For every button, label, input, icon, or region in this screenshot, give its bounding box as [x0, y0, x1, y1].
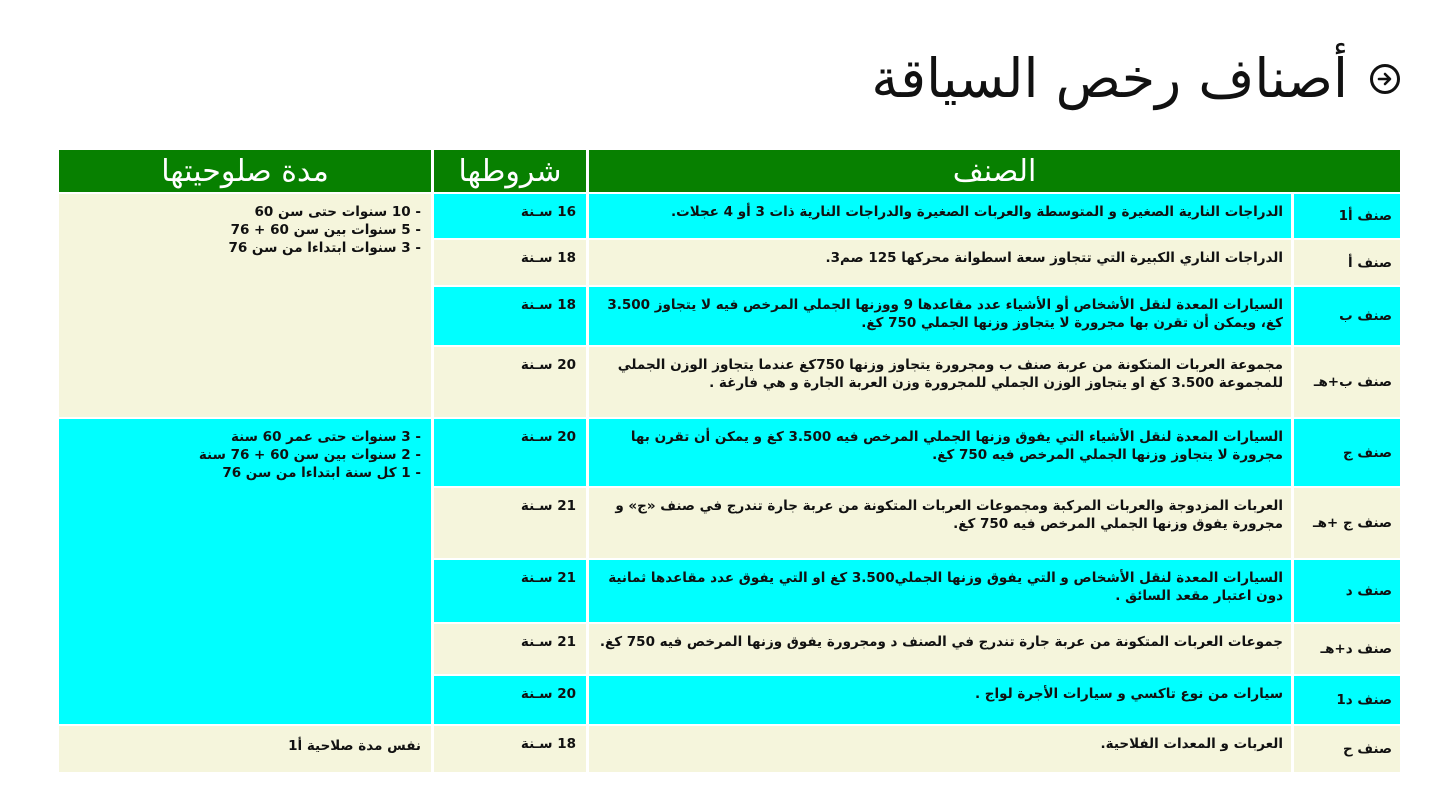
validity-line: نفس مدة صلاحية أ1 — [288, 738, 421, 754]
header-conditions: شروطها — [434, 150, 586, 192]
category-code: صنف د — [1294, 560, 1400, 622]
table-row — [59, 726, 1400, 772]
category-description: جموعات العربات المتكونة من عربة جارة تندرج في الصنف د ومجرورة يفوق وزنها المرخص فيه 750 كغ. — [589, 624, 1291, 674]
age-condition: 21 سـنة — [434, 560, 586, 622]
category-code: صنف ب — [1294, 287, 1400, 345]
license-categories-table — [56, 148, 1403, 774]
arrow-circle-icon — [1370, 64, 1400, 94]
validity-group-2 — [59, 419, 431, 724]
age-condition: 18 سـنة — [434, 287, 586, 345]
age-condition: 18 سـنة — [434, 240, 586, 285]
age-condition: 16 سـنة — [434, 194, 586, 238]
table-row — [59, 419, 1400, 486]
header-validity: مدة صلوحيتها — [59, 150, 431, 192]
category-description: الدراجات الناري الكبيرة التي تتجاوز سعة اسطوانة محركها 125 صم3. — [589, 240, 1291, 285]
category-description: العربات المزدوجة والعربات المركبة ومجموعات العربات المتكونة من عربة جارة تندرج في صنف «ج» و مجرورة يفوق وزنها الجملي المرخص فيه 750 كغ. — [589, 488, 1291, 558]
age-condition: 20 سـنة — [434, 676, 586, 724]
category-description: مجموعة العربات المتكونة من عربة صنف ب ومجرورة يتجاوز وزنها 750كغ عندما يتجاوز الوزن الجملي للمجموعة 3.500 كغ او يتجاوز الوزن الجملي للمجرورة وزن العربة الجارة و هي فارغة . — [589, 347, 1291, 417]
table-header-row — [59, 150, 1400, 192]
validity-group-1 — [59, 194, 431, 417]
age-condition: 20 سـنة — [434, 419, 586, 486]
category-code: صنف ح — [1294, 726, 1400, 772]
age-condition: 21 سـنة — [434, 624, 586, 674]
category-description: السيارات المعدة لنقل الأشياء التي يفوق وزنها الجملي المرخص فيه 3.500 كغ و يمكن أن تقرن بها مجرورة لا يتجاوز وزنها الجملي المرخص فيه 750 كغ. — [589, 419, 1291, 486]
category-code: صنف د1 — [1294, 676, 1400, 724]
category-code: صنف أ — [1294, 240, 1400, 285]
category-code: صنف أ1 — [1294, 194, 1400, 238]
category-description: السيارات المعدة لنقل الأشخاص و التي يفوق وزنها الجملي3.500 كغ او التي يفوق عدد مقاعدها ثمانية دون اعتبار مقعد السائق . — [589, 560, 1291, 622]
category-code: صنف ج +هـ — [1294, 488, 1400, 558]
category-description: الدراجات النارية الصغيرة و المتوسطة والعربات الصغيرة والدراجات النارية ذات 3 أو 4 عجلات. — [589, 194, 1291, 238]
table-row — [59, 194, 1400, 238]
page-title: أصناف رخص السياقة — [871, 47, 1348, 110]
age-condition: 18 سـنة — [434, 726, 586, 772]
age-condition: 21 سـنة — [434, 488, 586, 558]
validity-line: - 1 كل سنة ابتداءا من سن 76 — [222, 465, 421, 481]
category-description: سيارات من نوع تاكسي و سيارات الأجرة لواج . — [589, 676, 1291, 724]
validity-group-3 — [59, 726, 431, 772]
category-code: صنف د+هـ — [1294, 624, 1400, 674]
validity-line: - 10 سنوات حتى سن 60 — [254, 204, 421, 220]
page-header — [871, 47, 1400, 110]
validity-line: - 5 سنوات بين سن 60 + 76 — [230, 222, 421, 238]
category-code: صنف ب+هـ — [1294, 347, 1400, 417]
category-description: السيارات المعدة لنقل الأشخاص أو الأشياء عدد مقاعدها 9 ووزنها الجملي المرخص فيه لا يتجاوز 3.500 كغ، ويمكن أن تقرن بها مجرورة لا يتجاوز وزنها الجملي 750 كغ. — [589, 287, 1291, 345]
validity-line: - 3 سنوات حتى عمر 60 سنة — [230, 429, 421, 445]
validity-line: - 3 سنوات ابتداءا من سن 76 — [228, 240, 421, 256]
header-category: الصنف — [589, 150, 1400, 192]
category-description: العربات و المعدات الفلاحية. — [589, 726, 1291, 772]
category-code: صنف ج — [1294, 419, 1400, 486]
age-condition: 20 سـنة — [434, 347, 586, 417]
validity-line: - 2 سنوات بين سن 60 + 76 سنة — [198, 447, 421, 463]
